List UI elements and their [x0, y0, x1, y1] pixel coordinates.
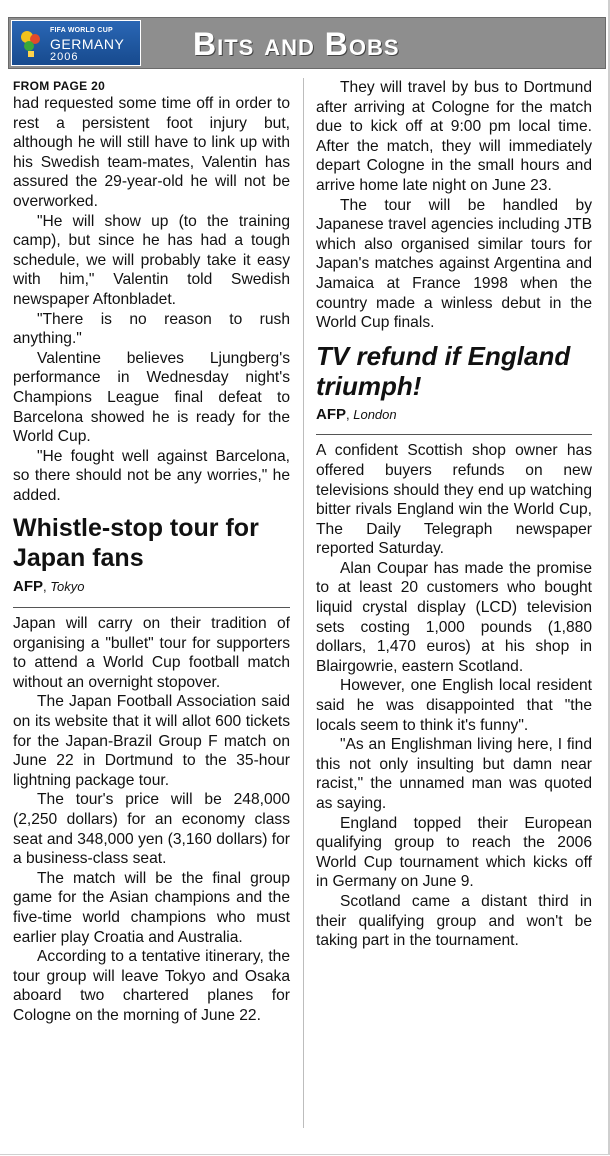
- story3-rule: [316, 434, 592, 435]
- story2-paragraph: The Japan Football Association said on its website that it will allot 600 tickets for the Japan-Brazil Group F match on June 22 in Dortmund to the 35-hour lightning package tour.: [13, 693, 290, 789]
- story1-paragraph: had requested some time off in order to rest a persistent foot injury but, although he will still have to link up with his Swedish team-mates, Valentin has assured the 29-year-old he will not be overworked.: [13, 95, 290, 210]
- story2-rule: [13, 607, 290, 608]
- story1-paragraph: Valentine believes Ljungberg's performance in Wednesday night's Champions League final defeat to Barcelona showed he is ready for the World Cup.: [13, 349, 290, 446]
- story3-paragraph: A confident Scottish shop owner has offered buyers refunds on new televisions should they end up watching bitter rivals England win the World Cup, The Daily Telegraph newspaper reported Saturday.: [316, 442, 592, 558]
- world-cup-trophy-icon: [18, 27, 44, 59]
- logo-line-3: 2006: [50, 51, 79, 63]
- story1-paragraph: "There is no reason to rush anything.": [13, 310, 290, 348]
- story3-paragraph: "As an Englishman living here, I find this not only insulting but damn near racist," the unnamed man was quoted as saying.: [316, 736, 592, 812]
- story2-byline: AFP, Tokyo: [13, 578, 85, 596]
- story3-agency: AFP: [316, 405, 346, 423]
- right-column: [316, 78, 592, 951]
- story2-agency: AFP: [13, 578, 43, 596]
- story3-paragraph: Scotland came a distant third in their qualifying group and won't be taking part in the tournament.: [316, 892, 592, 950]
- story3-dateline: London: [353, 406, 397, 422]
- story2-headline: Whistle-stop tour for Japan fans: [13, 514, 259, 573]
- logo-line-2: GERMANY: [50, 36, 125, 52]
- column-divider: [303, 78, 304, 1128]
- continued-from-kicker: FROM PAGE 20: [13, 79, 106, 93]
- story3-paragraph: England topped their European qualifying group to reach the 2006 World Cup tournament which kicks off in Germany on June 9.: [316, 814, 592, 891]
- story2-paragraph: The match will be the final group game for the Asian champions and the five-time world champions who must earlier play Croatia and Australia.: [13, 869, 290, 946]
- story2-paragraph: The tour will be handled by Japanese travel agencies including JTB which also organised similar tours for Japan's matches against Argentina and Jamaica at France 1998 when the country made a winless debut in the World Cup finals.: [316, 196, 592, 332]
- left-column: [13, 78, 290, 1026]
- story2-paragraph: According to a tentative itinerary, the tour group will leave Tokyo and Osaka aboard two chartered planes for Cologne on the morning of June 22.: [13, 948, 290, 1024]
- world-cup-logo: [11, 20, 141, 66]
- story2-dateline: Tokyo: [50, 579, 85, 595]
- story1-paragraph: "He will show up (to the training camp), but since he has had a tough schedule, we will probably take it easy with him," Valentin told Swedish newspaper Aftonbladet.: [13, 212, 290, 308]
- story2-paragraph: The tour's price will be 248,000 (2,250 dollars) for an economy class seat and 348,000 yen (3,160 dollars) for a business-class seat.: [13, 791, 290, 868]
- section-title: Bits and Bobs: [193, 26, 400, 62]
- story3-paragraph: Alan Coupar has made the promise to at least 20 customers who bought liquid crystal display (LCD) television sets costing 1,000 pounds (1,880 dollars, 1,470 euros) at his shop in Blairgowrie, eastern Scotland.: [316, 559, 592, 675]
- story3-headline: TV refund if England triumph!: [316, 340, 571, 401]
- section-header: [8, 17, 606, 69]
- story1-paragraph: "He fought well against Barcelona, so there should not be any worries," he added.: [13, 447, 290, 504]
- story3-paragraph: However, one English local resident said he was disappointed that "the locals seem to think it's funny".: [316, 677, 592, 734]
- story2-paragraph: Japan will carry on their tradition of organising a "bullet" tour for supporters to attend a World Cup football match without an overnight stopover.: [13, 615, 290, 691]
- story3-byline: AFP, London: [316, 405, 397, 423]
- logo-line-1: FIFA WORLD CUP: [50, 27, 113, 34]
- story2-paragraph: They will travel by bus to Dortmund after arriving at Cologne for the match due to kick off at 9:00 pm local time. After the match, they will immediately depart Cologne in the small hours and arrive home late night on June 23.: [316, 79, 592, 194]
